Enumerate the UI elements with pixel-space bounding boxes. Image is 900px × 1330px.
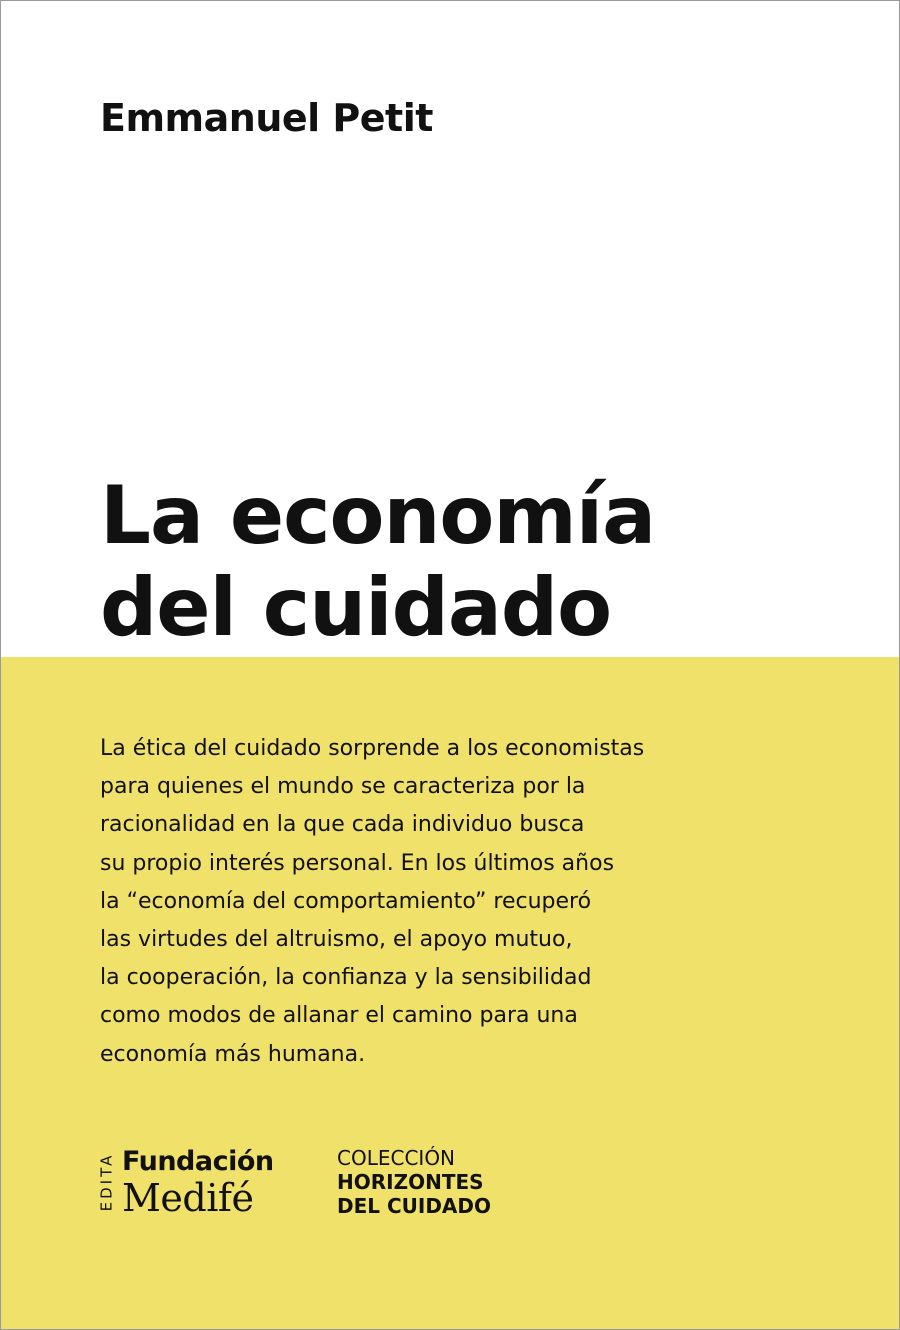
publisher-name-top: Fundación xyxy=(122,1146,274,1177)
collection-name-line2: DEL CUIDADO xyxy=(337,1194,492,1218)
collection-title: COLECCIÓN xyxy=(337,1146,456,1170)
edita-label-wrap xyxy=(96,1146,116,1218)
synopsis-line: como modos de allanar el camino para una xyxy=(100,1003,578,1029)
synopsis-line: racionalidad en la que cada individuo busca xyxy=(100,812,585,838)
synopsis-line: La ética del cuidado sorprende a los economistas xyxy=(100,736,645,761)
edita-label: EDITA xyxy=(97,1152,115,1212)
synopsis-line: la “economía del comportamiento” recuperó xyxy=(100,888,592,914)
synopsis-line: las virtudes del altruismo, el apoyo mutuo, xyxy=(100,927,573,953)
synopsis-line: su propio interés personal. En los últimos años xyxy=(100,850,615,876)
title-line-1: La economía xyxy=(100,470,656,562)
synopsis-line: economía más humana. xyxy=(100,1041,366,1067)
book-title xyxy=(100,470,880,657)
collection-name-line1: HORIZONTES xyxy=(337,1170,484,1194)
synopsis-line: la cooperación, la confianza y la sensibilidad xyxy=(100,965,592,991)
publisher-name-bottom: Medifé xyxy=(122,1176,254,1220)
synopsis xyxy=(100,730,740,1074)
author-name: Emmanuel Petit xyxy=(100,96,433,140)
publisher-logo xyxy=(96,1146,296,1220)
synopsis-line: para quienes el mundo se caracteriza por la xyxy=(100,774,586,800)
collection-label xyxy=(337,1146,491,1218)
title-line-2: del cuidado xyxy=(100,561,612,654)
